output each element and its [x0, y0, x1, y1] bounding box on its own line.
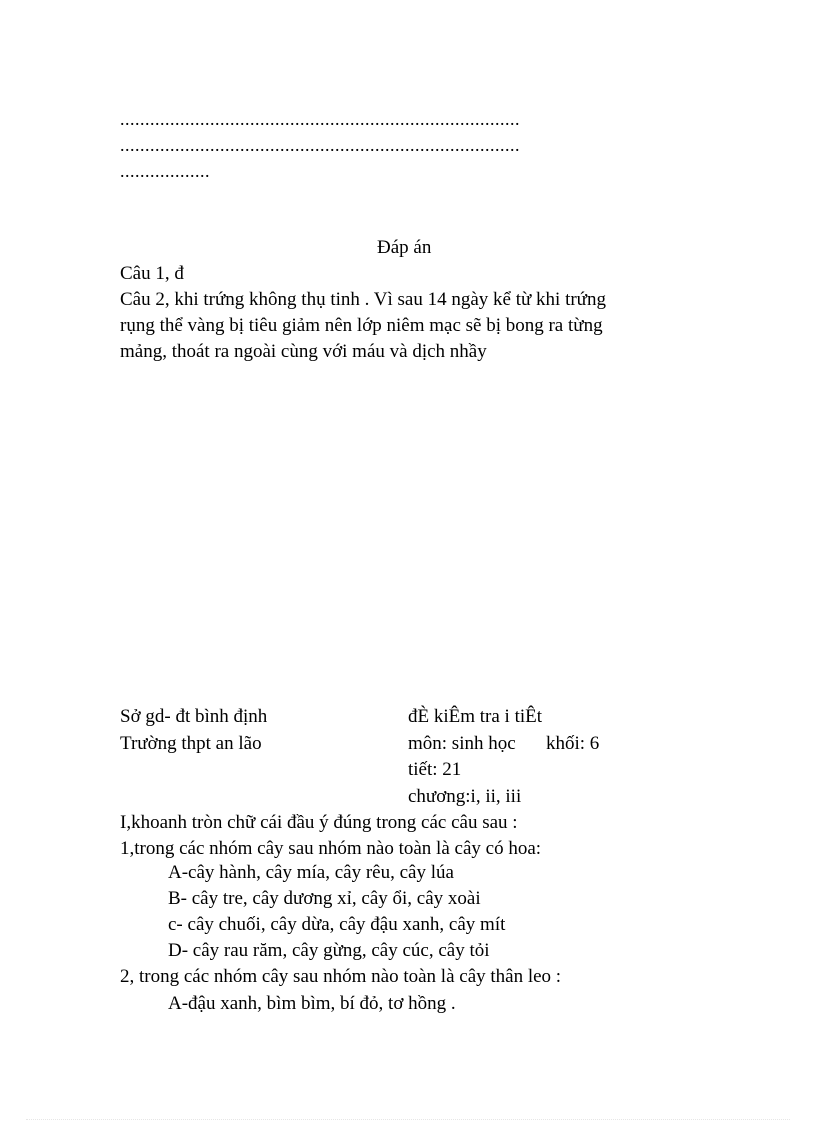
question-1-option-b: B- cây tre, cây dương xỉ, cây ổi, cây xoài [168, 888, 481, 909]
page-bottom-divider [26, 1119, 790, 1120]
question-1-option-d: D- cây rau răm, cây gừng, cây cúc, cây tỏi [168, 940, 490, 961]
period-label: tiết: 21 [408, 759, 462, 780]
section1-instruction: I,khoanh tròn chữ cái đầu ý đúng trong các câu sau : [120, 812, 518, 833]
question-2-text: 2, trong các nhóm cây sau nhóm nào toàn là cây thân leo : [120, 966, 562, 987]
question-1-text: 1,trong các nhóm cây sau nhóm nào toàn là cây có hoa: [120, 838, 542, 859]
answer-q2-line-3: mảng, thoát ra ngoài cùng với máu và dịch nhầy [120, 341, 487, 362]
answer-dotted-line-2: ................................................................................ [120, 135, 520, 155]
department-name: Sở gd- đt bình định [120, 706, 268, 727]
school-name: Trường thpt an lão [120, 733, 262, 754]
question-2-option-a: A-đậu xanh, bìm bìm, bí đỏ, tơ hồng . [168, 993, 456, 1014]
grade-label: khối: 6 [546, 733, 600, 754]
answer-dotted-line-3: .................. [120, 161, 210, 181]
exam-title: đÈ kiÊm tra i tiÊt [408, 706, 543, 727]
question-1-option-a: A-cây hành, cây mía, cây rêu, cây lúa [168, 862, 454, 883]
answer-q2-line-1: Câu 2, khi trứng không thụ tinh . Vì sau 14 ngày kể từ khi trứng [120, 289, 606, 310]
answer-dotted-line-1: ................................................................................ [120, 109, 520, 129]
question-1-option-c: c- cây chuối, cây dừa, cây đậu xanh, cây mít [168, 914, 506, 935]
answer-key-title: Đáp án [377, 237, 432, 258]
answer-q1: Câu 1, đ [120, 263, 184, 284]
subject-label: môn: sinh học [408, 733, 516, 754]
answer-q2-line-2: rụng thể vàng bị tiêu giảm nên lớp niêm mạc sẽ bị bong ra từng [120, 315, 603, 336]
chapters-label: chương:i, ii, iii [408, 786, 522, 807]
